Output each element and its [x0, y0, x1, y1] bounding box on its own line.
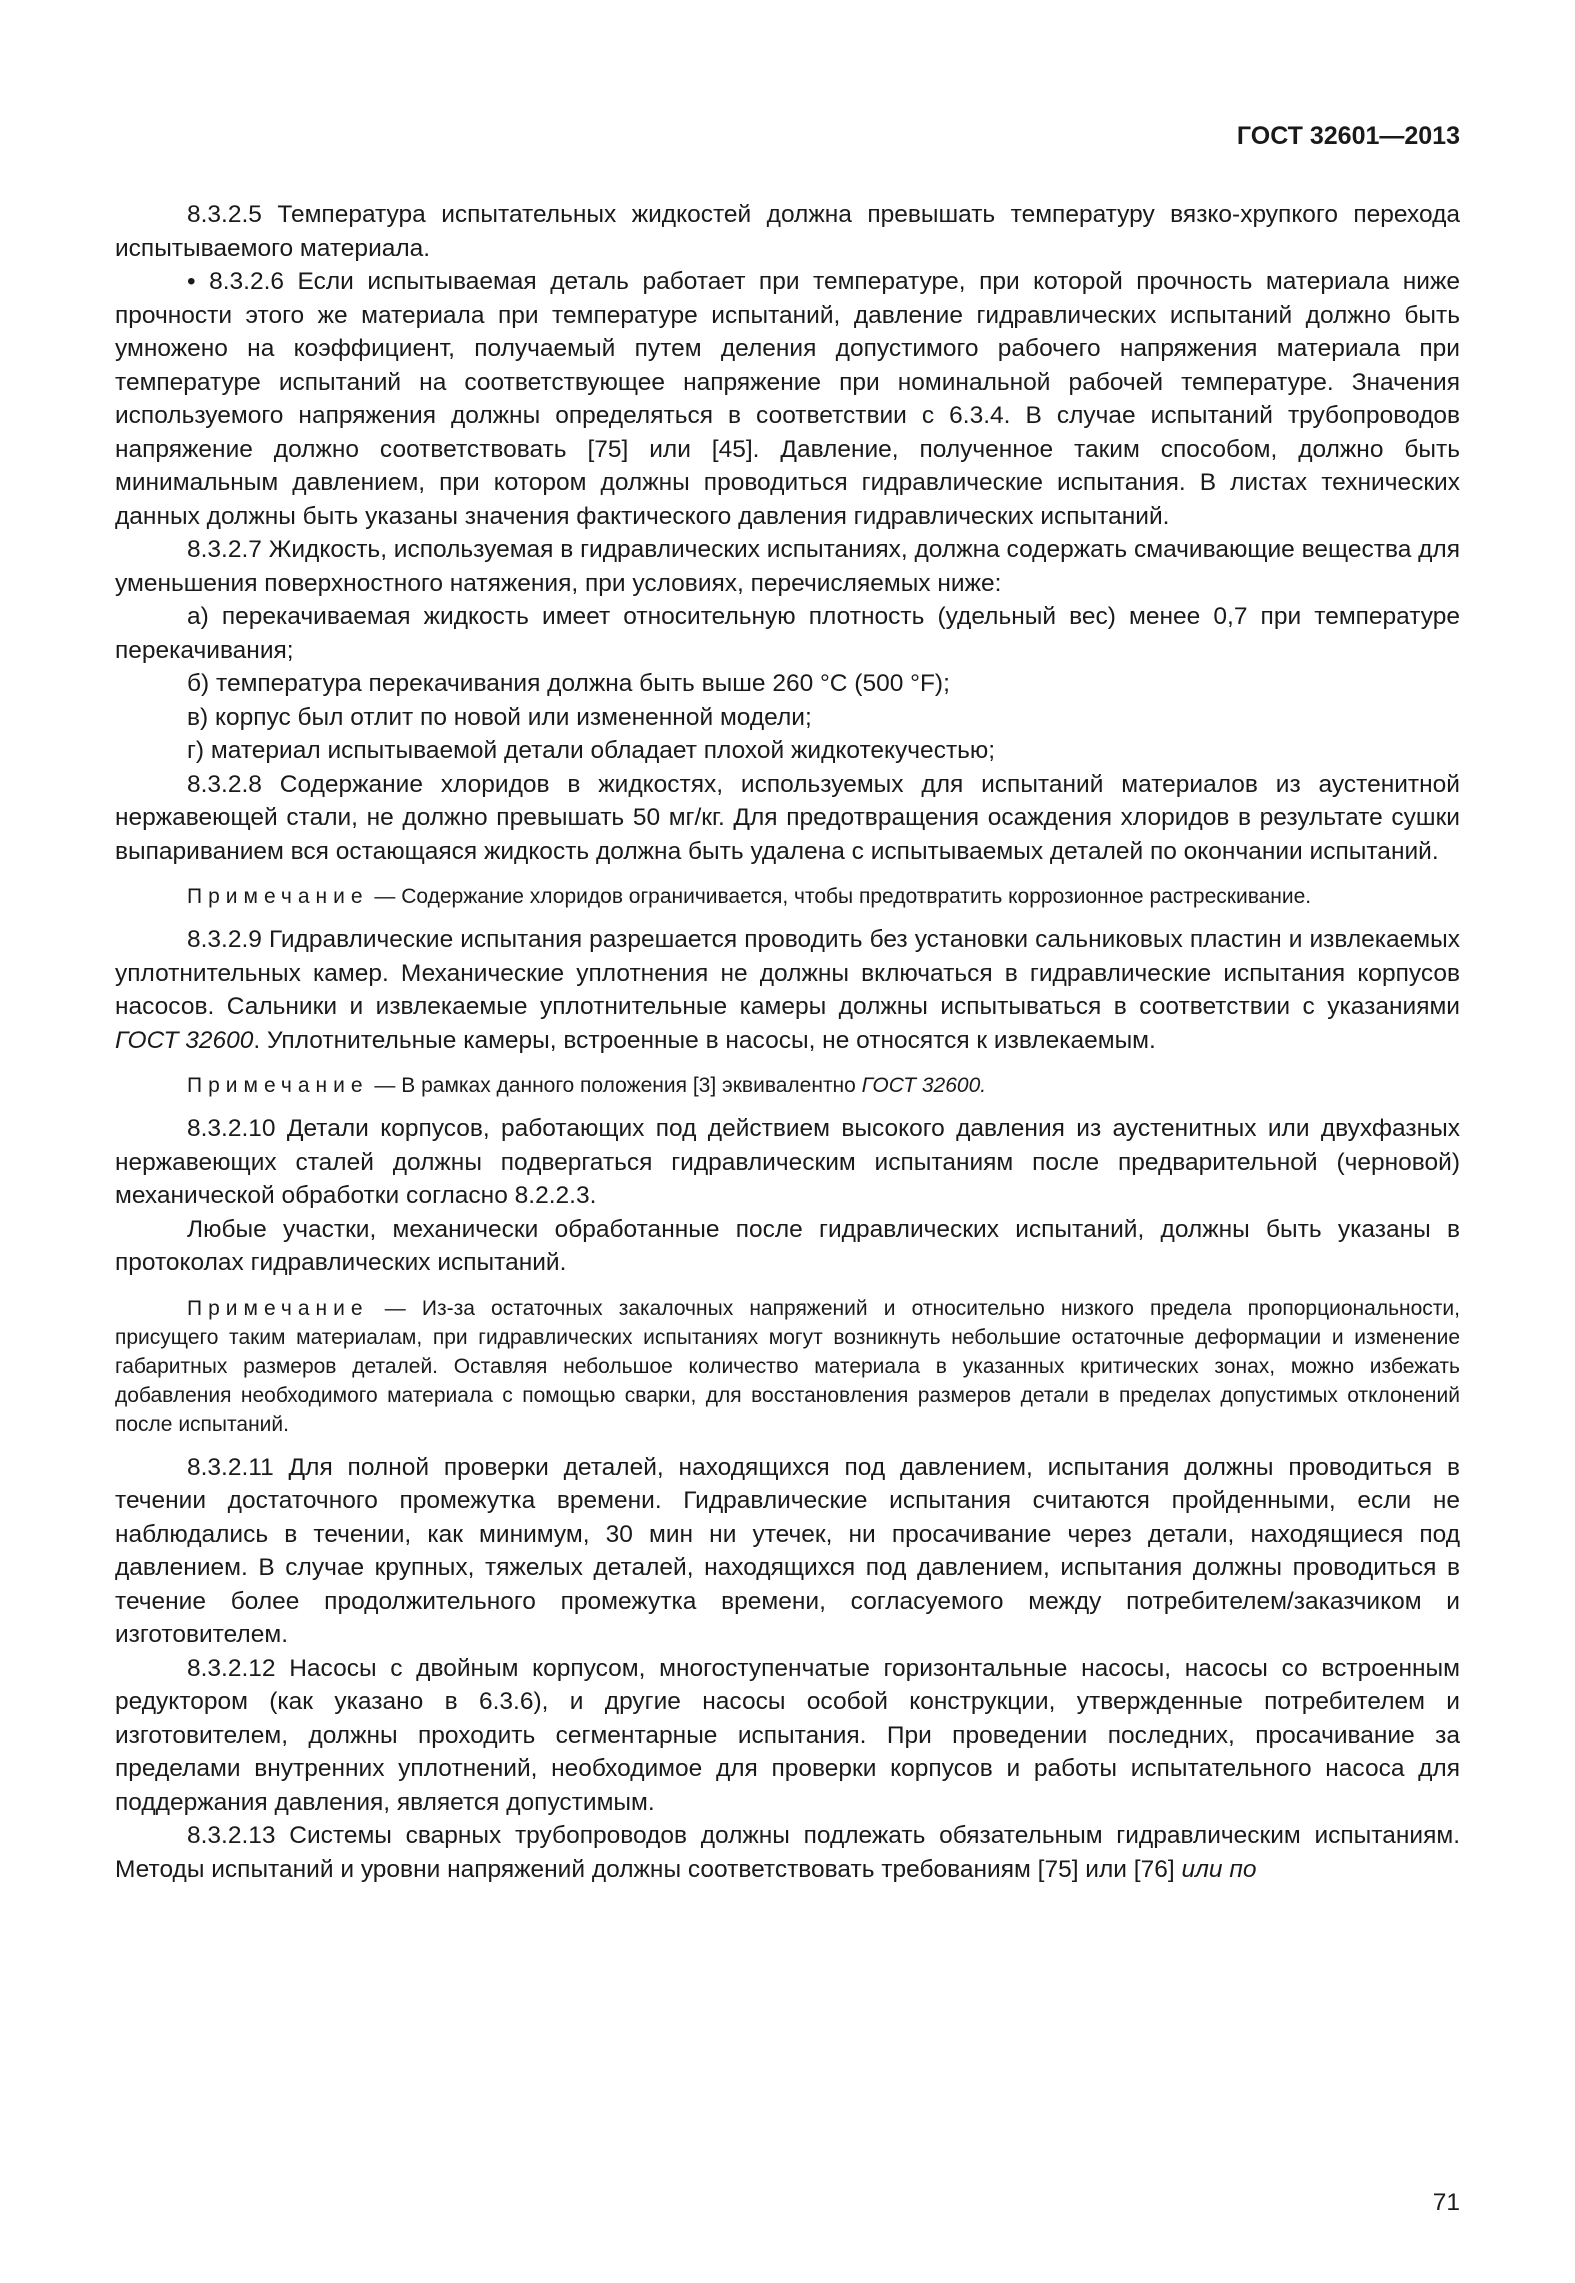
paragraph-8-3-2-8: 8.3.2.8 Содержание хлоридов в жидкостях, используемых для испытаний материалов из аустенитной нержавеющей стали, не должно превышать 50 мг/кг. Для предотвращения осаждения хлоридов в результате сушки выпариванием вся остающаяся жидкость должна быть удалена с испытываемых деталей по окончании испытаний.	[115, 770, 1460, 865]
paragraph-8-3-2-7: 8.3.2.7 Жидкость, используемая в гидравлических испытаниях, должна содержать смачивающие вещества для уменьшения поверхностного натяжения, при условиях, перечисляемых ниже:	[115, 536, 1460, 597]
note-residual-stress	[115, 1294, 1460, 1439]
paragraph-8-3-2-10: 8.3.2.10 Детали корпусов, работающих под действием высокого давления из аустенитных или двухфазных нержавеющих сталей должны подвергаться гидравлическим испытаниям после предварительной (черновой) механической обработки согласно 8.2.2.3.	[115, 1115, 1460, 1209]
paragraph-8-3-2-6: • 8.3.2.6 Если испытываемая деталь работает при температуре, при которой прочность материала ниже прочности этого же материала при температуре испытаний, давление гидравлических испытаний должно быть умножено на коэффициент, получаемый путем деления допустимого рабочего напряжения материала при температуре испытаний на соответствующее напряжение при номинальной рабочей температуре. Значения используемого напряжения должны определяться в соответствии с 6.3.4. В случае испытаний трубопроводов напряжение должно соответствовать [75] или [45]. Давление, полученное таким способом, должно быть минимальным давлением, при котором должны проводиться гидравлические испытания. В листах технических данных должны быть указаны значения фактического давления гидравлических испытаний.	[115, 268, 1460, 530]
paragraph-8-3-2-12: 8.3.2.12 Насосы с двойным корпусом, многоступенчатые горизонтальные насосы, насосы со встроенным редуктором (как указано в 6.3.6), и другие насосы особой конструкции, утвержденные потребителем и изготовителем, должны проходить сегментарные испытания. При проведении последних, просачивание за пределами внутренних уплотнений, необходимое для проверки корпусов и работы испытательного насоса для поддержания давления, является допустимым.	[115, 1654, 1460, 1816]
list-item-b: б) температура перекачивания должна быть выше 260 °С (500 °F);	[187, 670, 950, 697]
paragraph-text: . Уплотнительные камеры, встроенные в насосы, не относятся к извлекаемым.	[253, 1026, 1156, 1054]
note-label: Примечание	[187, 1074, 369, 1097]
paragraph-8-3-2-9	[115, 923, 1460, 1057]
paragraph-italic-text: или по	[1181, 1855, 1257, 1883]
paragraph-8-3-2-5: 8.3.2.5 Температура испытательных жидкостей должна превышать температуру вязко-хрупкого перехода испытываемого материала.	[115, 201, 1460, 262]
note-label: Примечание	[187, 885, 369, 908]
paragraph-machined-areas: Любые участки, механически обработанные после гидравлических испытаний, должны быть указаны в протоколах гидравлических испытаний.	[115, 1215, 1460, 1276]
note-label: Примечание	[187, 1296, 369, 1320]
standard-reference: ГОСТ 32600.	[861, 1074, 987, 1097]
page-number: 71	[1432, 2189, 1460, 2216]
standard-reference: ГОСТ 32600	[115, 1026, 254, 1054]
note-text: — Из-за остаточных закалочных напряжений и относительно низкого предела пропорциональности, присущего таким материалам, при гидравлических испытаниях могут возникнуть небольшие остаточные деформации и изменение габаритных размеров деталей. Оставляя небольшое количество материала в указанных критических зонах, можно избежать добавления необходимого материала с помощью сварки, для восстановления размеров детали в пределах допустимых отклонений после испытаний.	[115, 1296, 1460, 1436]
note-equivalence	[115, 1071, 1460, 1100]
paragraph-text: 8.3.2.13 Системы сварных трубопроводов должны подлежать обязательным гидравлическим испытаниям. Методы испытаний и уровни напряжений должны соответствовать требованиям [75] или [76]	[115, 1822, 1460, 1883]
note-text: — Содержание хлоридов ограничивается, чтобы предотвратить коррозионное растрескивание.	[374, 885, 1312, 908]
paragraph-text: 8.3.2.9 Гидравлические испытания разрешается проводить без установки сальниковых пластин и извлекаемых уплотнительных камер. Механические уплотнения не должны включаться в гидравлические испытания корпусов насосов. Сальники и извлекаемые уплотнительные камеры должны испытываться в соответствии с указаниями	[115, 926, 1460, 1020]
note-chlorides	[115, 882, 1460, 911]
list-item-a: а) перекачиваемая жидкость имеет относительную плотность (удельный вес) менее 0,7 при температуре перекачивания;	[115, 603, 1460, 664]
list-item-v: в) корпус был отлит по новой или измененной модели;	[187, 703, 812, 731]
paragraph-8-3-2-11: 8.3.2.11 Для полной проверки деталей, находящихся под давлением, испытания должны проводиться в течении достаточного промежутка времени. Гидравлические испытания считаются пройденными, если не наблюдались в течении, как минимум, 30 мин ни утечек, ни просачивание через детали, находящиеся под давлением. В случае крупных, тяжелых деталей, находящихся под давлением, испытания должны проводиться в течение более продолжительного промежутка времени, согласуемого между потребителем/заказчиком и изготовителем.	[115, 1453, 1460, 1648]
document-code-header: ГОСТ 32601—2013	[1236, 122, 1460, 150]
note-text: — В рамках данного положения [3] эквивалентно	[374, 1074, 862, 1097]
paragraph-8-3-2-13	[115, 1819, 1460, 1886]
list-item-g: г) материал испытываемой детали обладает плохой жидкотекучестью;	[187, 737, 996, 764]
page-body	[115, 198, 1460, 1886]
